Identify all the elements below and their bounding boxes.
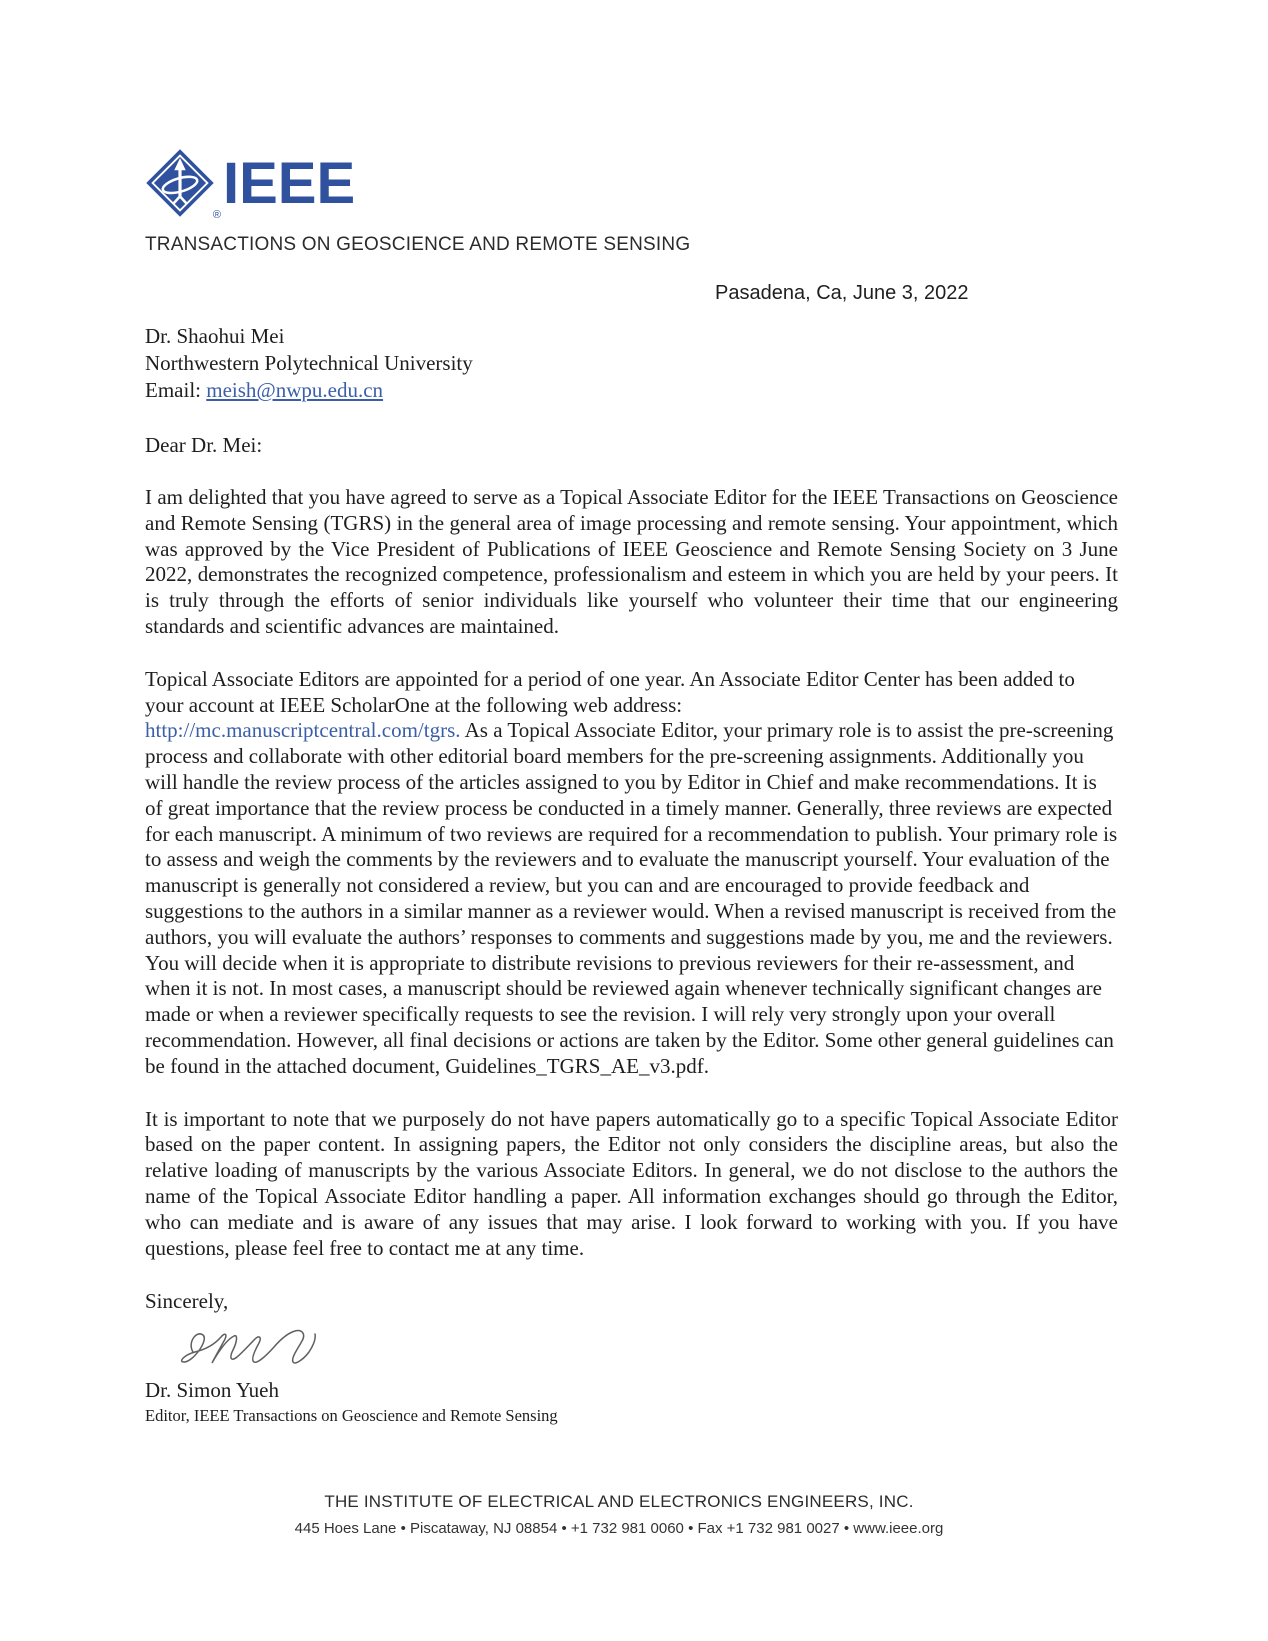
date-line: Pasadena, Ca, June 3, 2022 bbox=[715, 282, 969, 304]
signature-image bbox=[171, 1318, 1118, 1370]
journal-title: TRANSACTIONS ON GEOSCIENCE AND REMOTE SENSING bbox=[145, 234, 691, 255]
recipient-email-line bbox=[145, 377, 1118, 404]
registered-trademark-symbol: ® bbox=[212, 209, 221, 221]
recipient-affiliation: Northwestern Polytechnical University bbox=[145, 351, 473, 375]
ieee-diamond-logo-icon bbox=[145, 148, 221, 221]
paragraph-assignment-policy: It is important to note that we purposely do not have papers automatically go to a specific Topical Associate Editor based on the paper content. In assigning papers, the Editor not only considers the discipline areas, but also the relative loading of manuscripts by the various Associate Editors. In general, we do not disclose to the authors the name of the Topical Associate Editor handling a paper. All information exchanges should go through the Editor, who can mediate and is aware of any issues that may arise. I look forward to working with you. If you have questions, please feel free to contact me at any time. bbox=[145, 1106, 1118, 1260]
recipient-block bbox=[145, 323, 1118, 404]
greeting: Dear Dr. Mei: bbox=[145, 433, 263, 457]
ieee-letterhead bbox=[145, 148, 1118, 221]
paragraph-duties-rest: As a Topical Associate Editor, your primary role is to assist the pre-screening process and collaborate with other editorial board members for the pre-screening assignments. Additionally you will handle the review process of the articles assigned to you by Editor in Chief and make recommendations. It is of great importance that the review process be conducted in a timely manner. Generally, three reviews are expected for each manuscript. A minimum of two reviews are required for a recommendation to publish. Your primary role is to assess and weigh the comments by the reviewers and to evaluate the manuscript yourself. Your evaluation of the manuscript is generally not considered a review, but you can and are encouraged to provide feedback and suggestions to the authors in a similar manner as a reviewer would. When a revised manuscript is received from the authors, you will evaluate the authors’ responses to comments and suggestions made by you, me and the reviewers. You will decide when it is appropriate to distribute revisions to previous reviewers for their re-assessment, and when it is not. In most cases, a manuscript should be reviewed again whenever technically significant changes are made or when a reviewer specifically requests to see the revision. I will rely very strongly upon your overall recommendation. However, all final decisions or actions are taken by the Editor. Some other general guidelines can be found in the attached document, Guidelines_TGRS_AE_v3.pdf. bbox=[145, 718, 1118, 1078]
recipient-email-link[interactable]: meish@nwpu.edu.cn bbox=[206, 378, 384, 402]
signer-title: Editor, IEEE Transactions on Geoscience and Remote Sensing bbox=[145, 1406, 558, 1426]
footer-address: 445 Hoes Lane • Piscataway, NJ 08854 • +1 732 981 0060 • Fax +1 732 981 0027 • www.ieee.org bbox=[294, 1520, 944, 1537]
letter-footer bbox=[0, 1492, 1238, 1537]
paragraph-appointment: I am delighted that you have agreed to serve as a Topical Associate Editor for the IEEE Transactions on Geoscience and Remote Sensing (TGRS) in the general area of image processing and remote sensing. Your appointment, which was approved by the Vice President of Publications of IEEE Geoscience and Remote Sensing Society on 3 June 2022, demonstrates the recognized competence, professionalism and esteem in which you are held by your peers. It is truly through the efforts of senior individuals like yourself who volunteer their time that our engineering standards and scientific advances are maintained. bbox=[145, 485, 1118, 638]
footer-organization: THE INSTITUTE OF ELECTRICAL AND ELECTRONICS ENGINEERS, INC. bbox=[324, 1492, 914, 1511]
paragraph-duties-intro: Topical Associate Editors are appointed for a period of one year. An Associate Editor Center has been added to your account at IEEE ScholarOne at the following web address: bbox=[145, 666, 1075, 717]
signer-name: Dr. Simon Yueh bbox=[145, 1378, 279, 1403]
email-label: Email: bbox=[145, 378, 207, 402]
paragraph-duties bbox=[145, 667, 1118, 1080]
valediction: Sincerely, bbox=[145, 1289, 229, 1314]
ieee-wordmark: IEEE bbox=[223, 151, 356, 216]
recipient-name: Dr. Shaohui Mei bbox=[145, 324, 285, 348]
manuscriptcentral-link[interactable]: http://mc.manuscriptcentral.com/tgrs. bbox=[145, 718, 461, 743]
